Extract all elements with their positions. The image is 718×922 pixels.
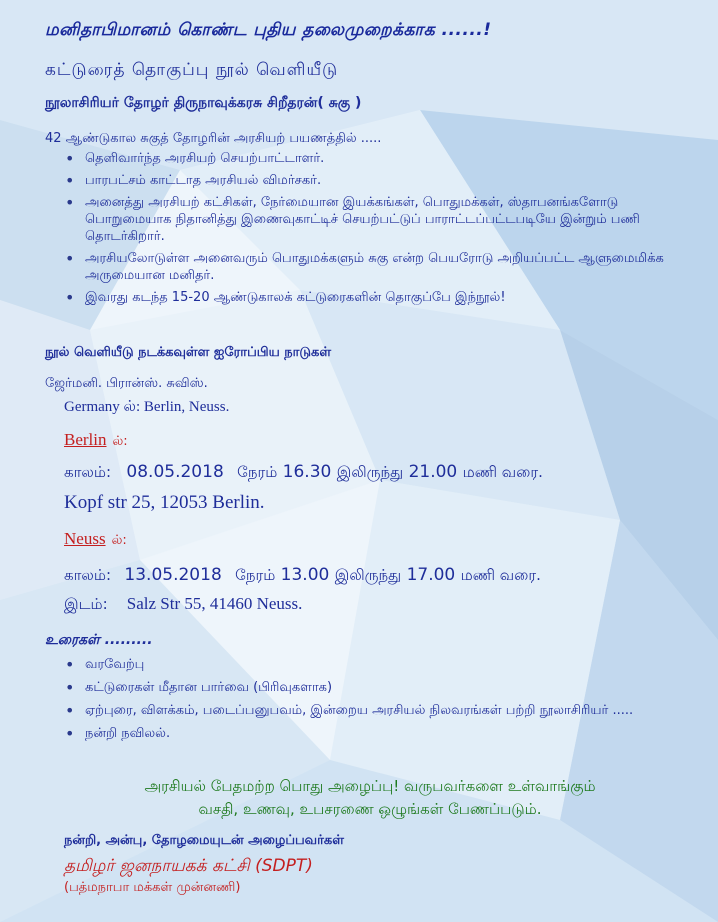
- intro-bullet-list: [65, 150, 685, 311]
- flyer-title: மனிதாபிமானம் கொண்ட புதிய தலைமுறைக்காக ......!: [45, 20, 492, 40]
- until-word: மணி வரை.: [460, 566, 541, 584]
- time-word: நேரம்: [235, 566, 276, 584]
- countries-line: ஜேர்மனி. பிரான்ஸ். சுவிஸ்.: [45, 376, 208, 391]
- release-heading: நூல் வெளியீடு நடக்கவுள்ள ஐரோப்பிய நாடுகள்: [45, 345, 332, 360]
- list-item: • பாரபட்சம் காட்டாத அரசியல் விமர்சகர்.: [65, 172, 685, 189]
- list-item: • தெளிவார்ந்த அரசியற் செயற்பாட்டாளர்.: [65, 150, 685, 167]
- list-item: • கட்டுரைகள் மீதான பார்வை (பிரிவுகளாக): [65, 679, 685, 696]
- berlin-date: 08.05.2018: [126, 462, 224, 482]
- invitation-line-2: வசதி, உணவு, உபசரணை ஒழுங்கள் பேணப்படும்.: [198, 800, 542, 818]
- berlin-time-line: [64, 462, 543, 483]
- list-item: • வரவேற்பு: [65, 656, 685, 673]
- neuss-city: Neuss: [64, 529, 106, 548]
- neuss-date: 13.05.2018: [124, 565, 222, 585]
- neuss-address: Salz Str 55, 41460 Neuss.: [126, 594, 303, 613]
- list-item: • ஏற்புரை, விளக்கம், படைப்பனுபவம், இன்றைய அரசியல் நிலவரங்கள் பற்றி நூலாசிரியர் .....: [65, 702, 685, 719]
- from-word: இலிருந்து: [334, 566, 402, 584]
- list-item: • அரசியலோடுள்ள அனைவரும் பொதுமக்களும் சுகு என்ற பெயரோடு அறியப்பட்ட ஆளுமைமிக்க அருமையான மனிதர்.: [65, 250, 685, 284]
- berlin-heading: [64, 430, 128, 450]
- time-word: நேரம்: [237, 463, 278, 481]
- party-name: தமிழர் ஜனநாயகக் கட்சி (SDPT): [64, 856, 313, 876]
- germany-line: Germany ல்: Berlin, Neuss.: [64, 399, 230, 415]
- until-word: மணி வரை.: [462, 463, 543, 481]
- berlin-address: Kopf str 25, 12053 Berlin.: [64, 492, 265, 513]
- invitation-line-1: அரசியல் பேதமற்ற பொது அழைப்பு! வருபவர்களை உள்வாங்கும்: [144, 777, 596, 795]
- neuss-time-line: [64, 565, 541, 586]
- list-item: • அனைத்து அரசியற் கட்சிகள், நேர்மையான இயக்கங்கள், பொதுமக்கள், ஸ்தாபனங்களோடு பொறுமையாக நிதானித்து இணைவுகாட்டிச் செயற்பட்டுப் பாராட்டப்பட்டபடியே இன்றும் பணி தொடர்கிறார்.: [65, 194, 685, 245]
- berlin-end: 21.00: [408, 462, 458, 482]
- speeches-heading: உரைகள் .........: [45, 632, 153, 648]
- thanks-line: நன்றி, அன்பு, தோழமையுடன் அழைப்பவர்கள்: [64, 833, 344, 848]
- neuss-place-line: [64, 594, 302, 615]
- intro-text: 42 ஆண்டுகால சுகுத் தோழரின் அரசியற் பயணத்தில் .....: [45, 131, 382, 146]
- neuss-suffix: ல்:: [111, 533, 127, 548]
- list-item: • நன்றி நவிலல்.: [65, 725, 685, 742]
- from-word: இலிருந்து: [336, 463, 404, 481]
- time-label: காலம்:: [64, 566, 112, 584]
- neuss-start: 13.00: [280, 565, 330, 585]
- berlin-city: Berlin: [64, 430, 107, 449]
- neuss-heading: [64, 529, 127, 549]
- neuss-end: 17.00: [406, 565, 456, 585]
- party-subtitle: (பத்மநாபா மக்கள் முன்னணி): [64, 880, 241, 895]
- list-item: • இவரது கடந்த 15-20 ஆண்டுகாலக் கட்டுரைகளின் தொகுப்பே இந்நூல்!: [65, 289, 685, 306]
- author-line: நூலாசிரியர் தோழர் திருநாவுக்கரசு சிறீதரன்( சுகு ): [45, 95, 362, 111]
- place-label: இடம்:: [64, 595, 108, 613]
- flyer-subtitle: கட்டுரைத் தொகுப்பு நூல் வெளியீடு: [45, 60, 339, 80]
- time-label: காலம்:: [64, 463, 112, 481]
- berlin-suffix: ல்:: [112, 434, 128, 449]
- invitation-text: [70, 775, 670, 821]
- berlin-start: 16.30: [282, 462, 332, 482]
- speeches-bullet-list: [65, 656, 685, 748]
